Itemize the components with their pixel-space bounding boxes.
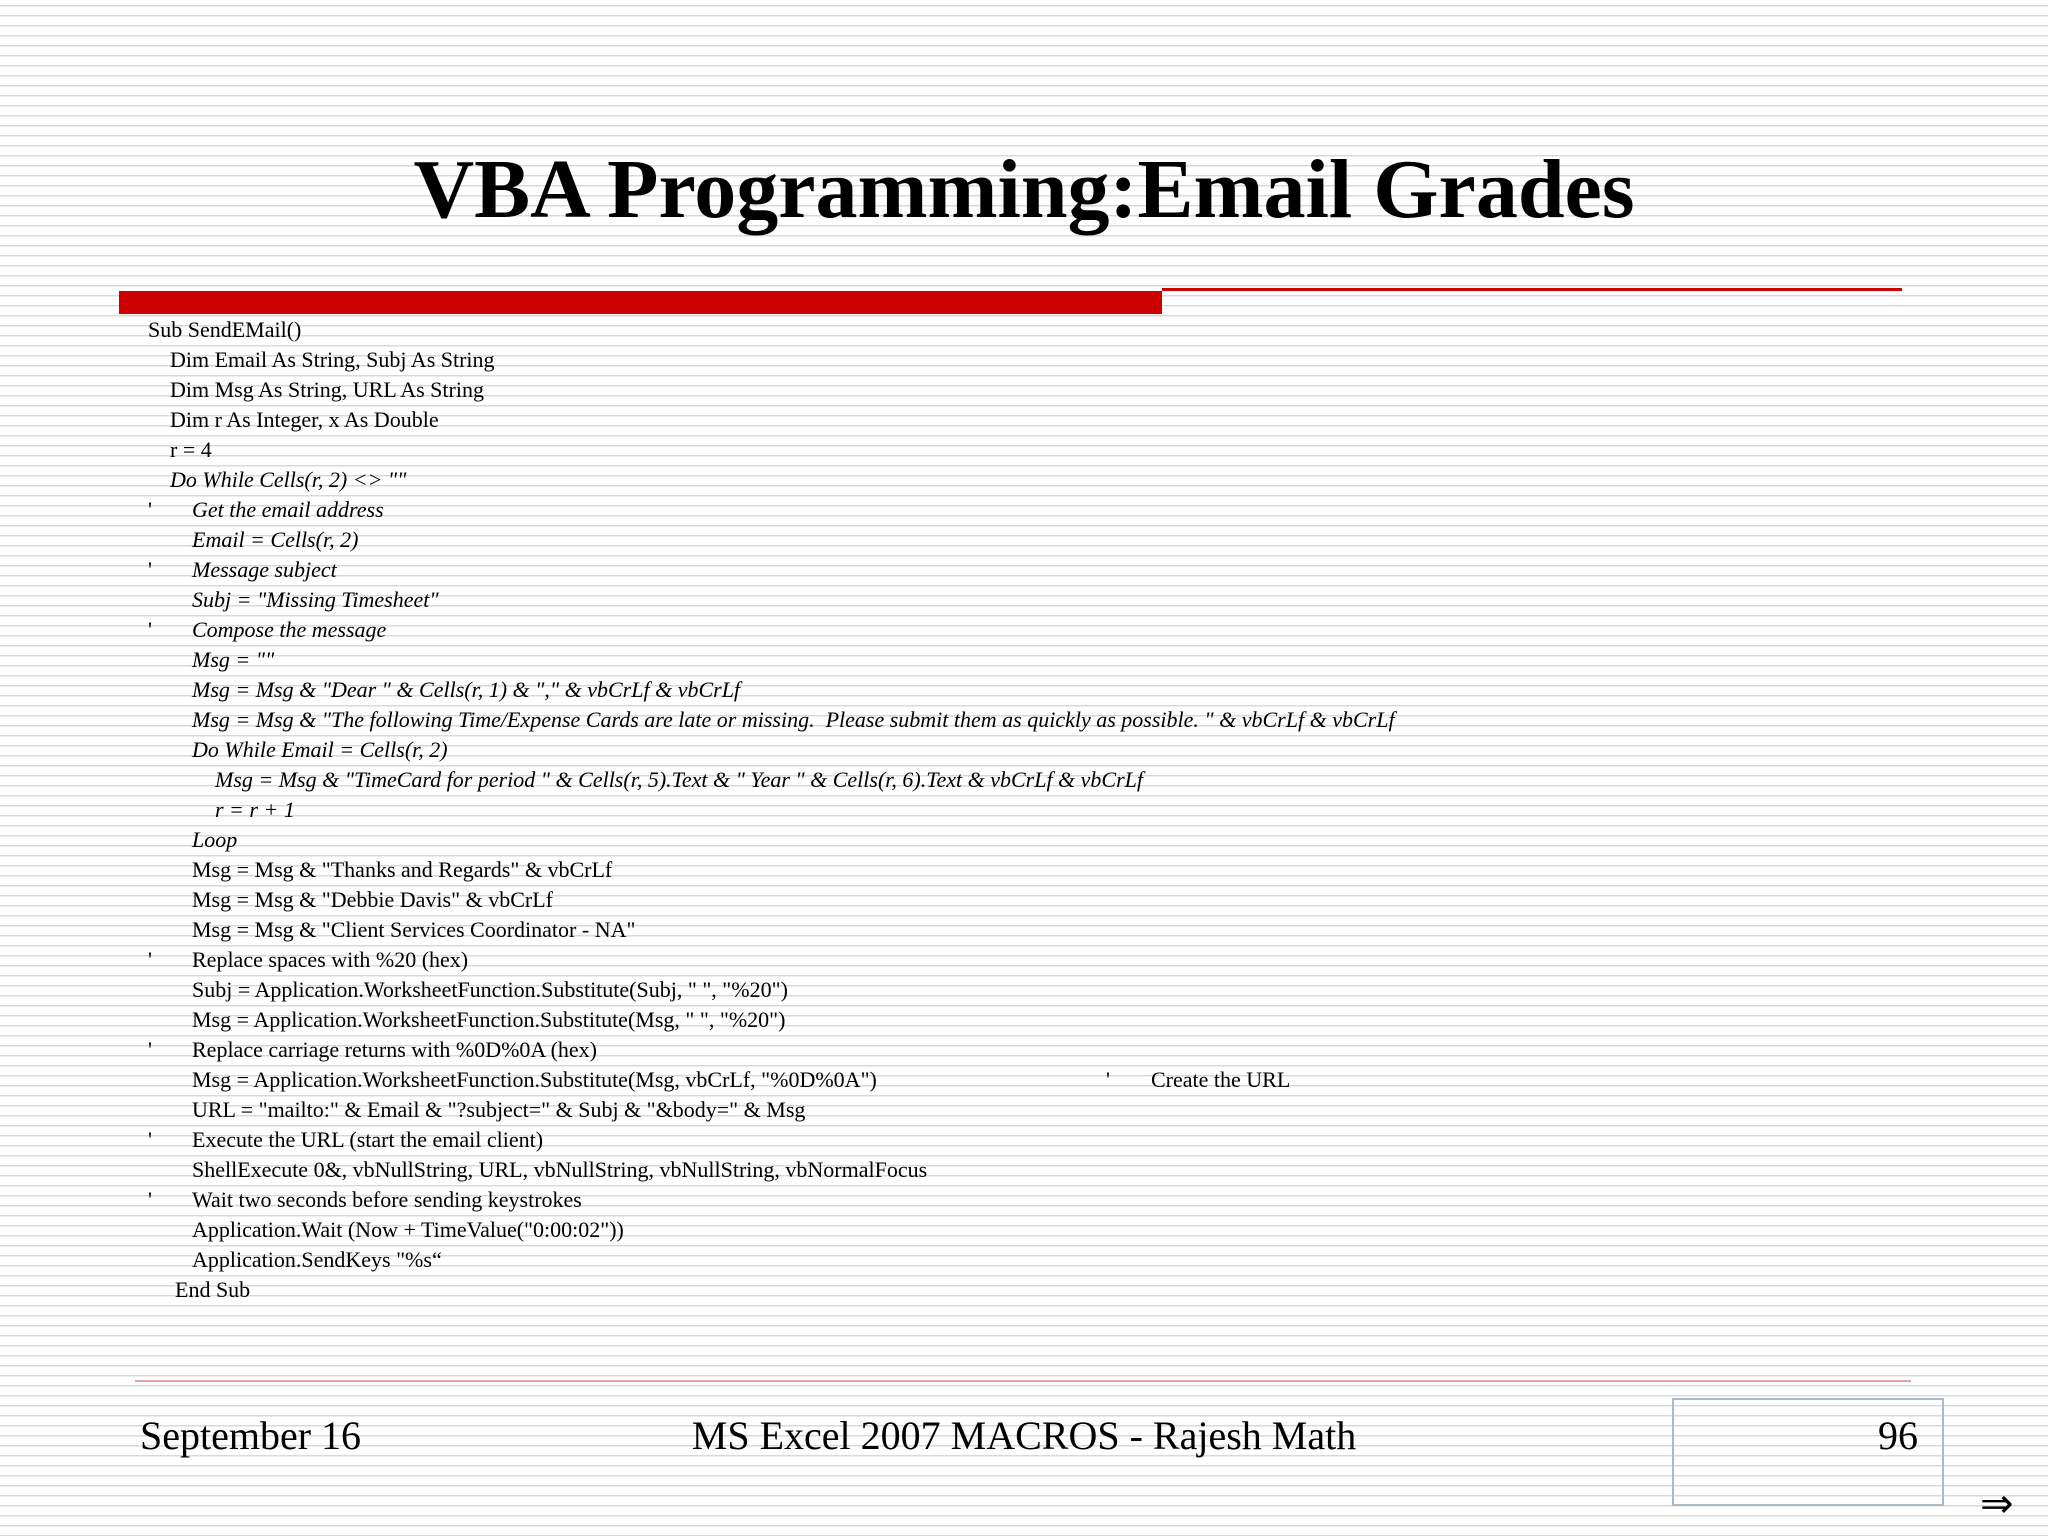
comment-tick: ' (148, 947, 152, 972)
code-comment: Message subject (192, 557, 337, 582)
code-line: Msg = Msg & "Dear " & Cells(r, 1) & "," & vbCrLf & vbCrLf (192, 677, 741, 702)
slide-title: VBA Programming:Email Grades (413, 143, 1635, 236)
code-line: Dim r As Integer, x As Double (170, 407, 439, 432)
title-accent-line (1162, 288, 1902, 291)
code-line: End Sub (175, 1277, 251, 1302)
code-line: Msg = Msg & "Thanks and Regards" & vbCrLf (192, 857, 613, 882)
code-comment: Wait two seconds before sending keystrokes (192, 1187, 582, 1212)
comment-tick: ' (148, 557, 152, 582)
code-line: Email = Cells(r, 2) (192, 527, 359, 552)
code-line: Msg = Msg & "Debbie Davis" & vbCrLf (192, 887, 553, 912)
footer-title: MS Excel 2007 MACROS - Rajesh Math (691, 1413, 1357, 1458)
code-comment: Replace spaces with %20 (hex) (192, 947, 469, 972)
footer-date: September 16 (140, 1413, 362, 1458)
code-line: Dim Email As String, Subj As String (170, 347, 495, 372)
code-line: Application.Wait (Now + TimeValue("0:00:02")) (192, 1217, 624, 1242)
comment-tick: ' (148, 617, 152, 642)
comment-tick: ' (148, 1187, 152, 1212)
code-line: Sub SendEMail() (148, 317, 302, 342)
title-accent-bar (119, 291, 1162, 314)
code-line: Dim Msg As String, URL As String (170, 377, 484, 402)
comment-tick: ' (148, 1127, 152, 1152)
page-number: 96 (1878, 1413, 1918, 1458)
code-comment: Replace carriage returns with %0D%0A (hex) (192, 1037, 598, 1062)
code-comment: Get the email address (192, 497, 384, 522)
code-line: Msg = Application.WorksheetFunction.Substitute(Msg, vbCrLf, "%0D%0A") (192, 1067, 877, 1092)
code-line: Subj = "Missing Timesheet" (192, 587, 439, 612)
footer-divider (135, 1380, 1911, 1382)
code-line: Subj = Application.WorksheetFunction.Substitute(Subj, " ", "%20") (192, 977, 788, 1002)
code-comment: Execute the URL (start the email client) (192, 1127, 544, 1152)
code-line: r = 4 (170, 437, 212, 462)
code-line: Do While Email = Cells(r, 2) (192, 737, 448, 762)
code-line: Msg = Msg & "The following Time/Expense Cards are late or missing. Please submit them as quickly as possible. " & vbCrLf & vbCrLf (192, 707, 1395, 732)
page-number-box (1672, 1398, 1944, 1506)
next-arrow-icon[interactable]: ⇒ (1980, 1481, 2014, 1527)
code-line: Do While Cells(r, 2) <> "" (170, 467, 407, 492)
code-line: Msg = Msg & "TimeCard for period " & Cells(r, 5).Text & " Year " & Cells(r, 6).Text & vbCrLf & vbCrLf (215, 767, 1144, 792)
code-comment: Compose the message (192, 617, 387, 642)
code-line: ShellExecute 0&, vbNullString, URL, vbNullString, vbNullString, vbNormalFocus (192, 1157, 928, 1182)
comment-tick: ' (148, 1037, 152, 1062)
code-comment: Create the URL (1151, 1067, 1291, 1092)
code-line: Msg = "" (192, 647, 275, 672)
code-line: Msg = Application.WorksheetFunction.Substitute(Msg, " ", "%20") (192, 1007, 786, 1032)
code-line: URL = "mailto:" & Email & "?subject=" & Subj & "&body=" & Msg (192, 1097, 806, 1122)
code-line: Msg = Msg & "Client Services Coordinator - NA" (192, 917, 636, 942)
code-line: Application.SendKeys "%s“ (192, 1247, 442, 1272)
code-line: Loop (192, 827, 238, 852)
code-line: r = r + 1 (215, 797, 295, 822)
comment-tick: ' (148, 497, 152, 522)
comment-tick: ' (1106, 1067, 1110, 1092)
